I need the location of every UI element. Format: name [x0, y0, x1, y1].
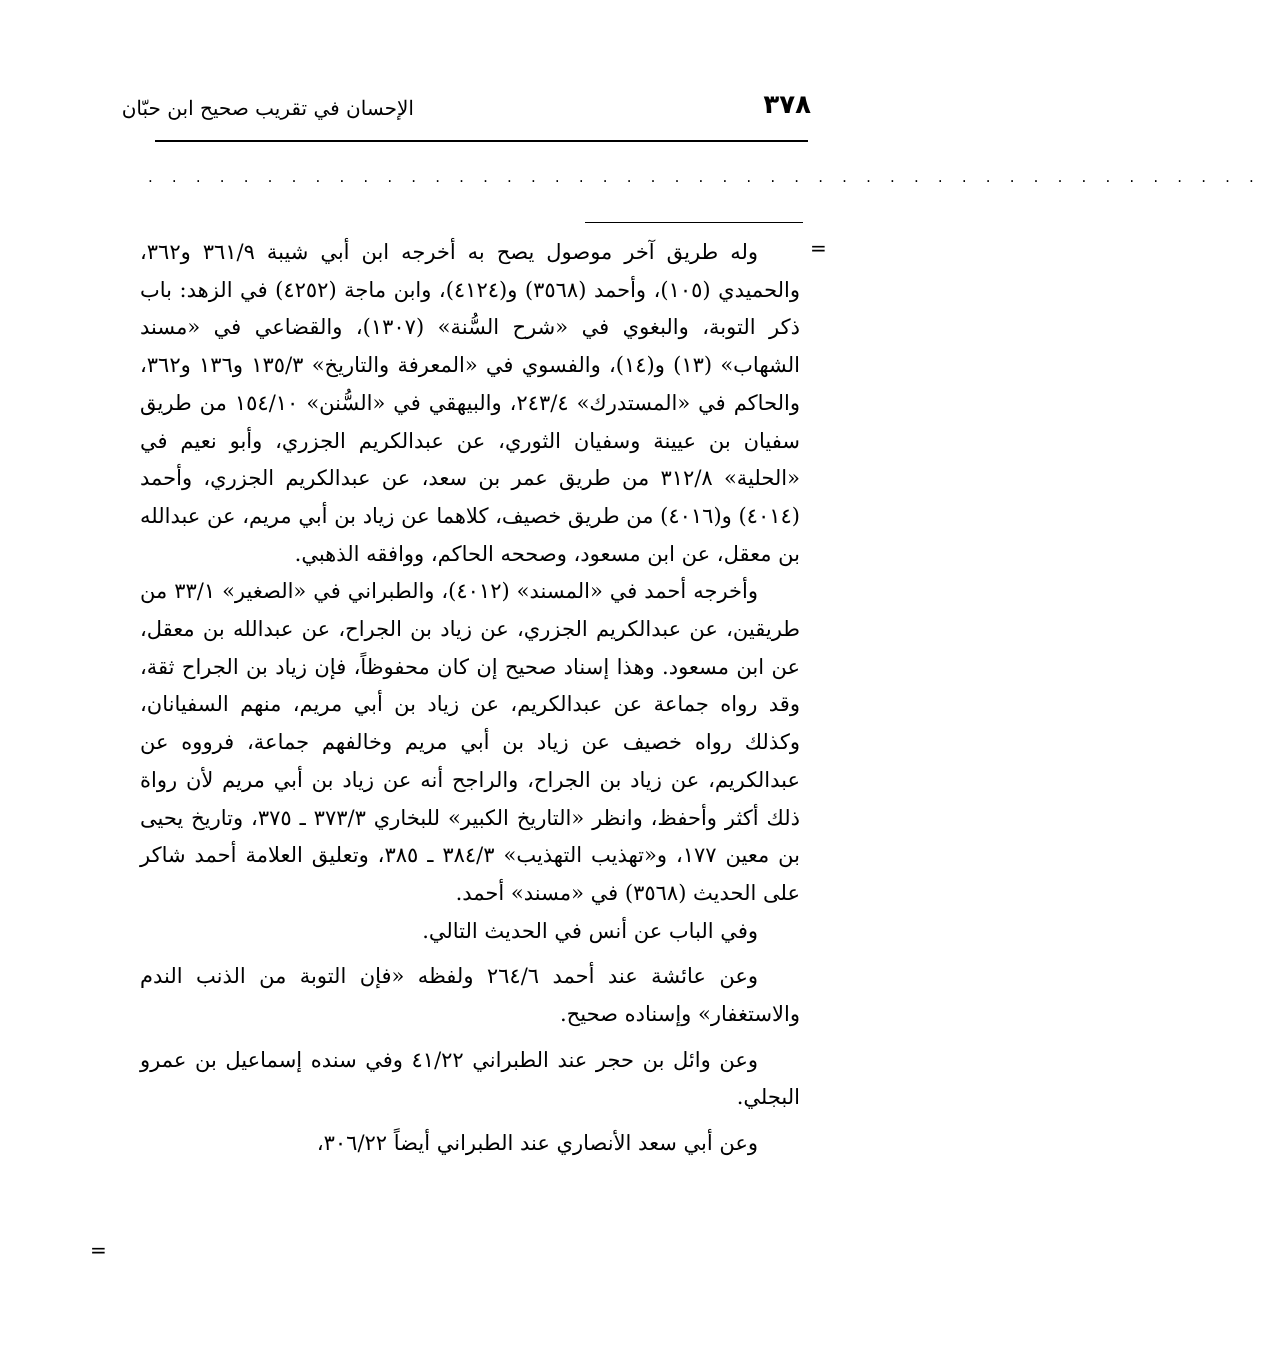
footnote-paragraph: وعن عائشة عند أحمد ٢٦٤/٦ ولفظه «فإن التوبة من الذنب الندم والاستغفار» وإسناده صحيح. — [140, 964, 800, 1027]
page-number: ٣٧٨ — [763, 90, 811, 120]
footnote-rule — [585, 222, 803, 223]
footnote-paragraph: وأخرجه أحمد في «المسند» (٤٠١٢)، والطبراني في «الصغير» ٣٣/١ من طريقين، عن عبدالكريم الجزري، عن زياد بن الجراح، عن عبدالله بن معقل، عن ابن مسعود. وهذا إسناد صحيح إن كان محفوظاً، فإن زياد بن الجراح ثقة، وقد رواه جماعة عن عبدالكريم، عن زياد بن أبي مريم، منهم السفيانان، وكذلك رواه خصيف عن زياد بن أبي مريم وخالفهم جماعة، فرووه عن عبدالكريم، عن زياد بن الجراح، والراجح أنه عن زياد بن أبي مريم لأن رواة ذلك أكثر وأحفظ، وانظر «التاريخ الكبير» للبخاري ٣٧٣/٣ ـ ٣٧٥، وتاريخ يحيى بن معين ١٧٧، و«تهذيب التهذيب» ٣٨٤/٣ ـ ٣٨٥، وتعليق العلامة أحمد شاكر على الحديث (٣٥٦٨) في «مسند» أحمد. — [140, 579, 801, 905]
continuation-mark-top: = — [810, 236, 827, 260]
header-rule — [155, 140, 808, 142]
footnote-paragraph: وفي الباب عن أنس في الحديث التالي. — [422, 918, 758, 943]
footnote-paragraph: وله طريق آخر موصول يصح به أخرجه ابن أبي شيبة ٣٦١/٩ و٣٦٢، والحميدي (١٠٥)، وأحمد (٣٥٦٨) و(٤١٢٤)، وابن ماجة (٤٢٥٢) في الزهد: باب ذكر التوبة، والبغوي في «شرح السُّنة» (١٣٠٧)، والقضاعي في «مسند الشهاب» (١٣) و(١٤)، والفسوي في «المعرفة والتاريخ» ١٣٥/٣ و١٣٦ و٣٦٢، والحاكم في «المستدرك» ٢٤٣/٤، والبيهقي في «السُّنن» ١٥٤/١٠ من طريق سفيان بن عيينة وسفيان الثوري، عن عبدالكريم الجزري، وأبو نعيم في «الحلية» ٣١٢/٨ من طريق عمر بن سعد، عن عبدالكريم الجزري، وأحمد (٤٠١٤) و(٤٠١٦) من طريق خصيف، كلاهما عن زياد بن أبي مريم، عن عبدالله بن معقل، عن ابن مسعود، وصححه الحاكم، ووافقه الذهبي. — [140, 240, 800, 566]
footnote-body — [140, 234, 800, 1163]
footnote-paragraph: وعن أبي سعد الأنصاري عند الطبراني أيضاً ٣٠٦/٢٢، — [316, 1131, 758, 1156]
running-title: الإحسان في تقريب صحيح ابن حبّان — [121, 96, 414, 120]
footnote-paragraph: وعن وائل بن حجر عند الطبراني ٤١/٢٢ وفي سنده إسماعيل بن عمرو البجلي. — [140, 1047, 800, 1110]
dotted-separator: . . . . . . . . . . . . . . . . . . . . . . . . . . . . . . . . . . . . . . . . . . . . . . . — [148, 168, 1261, 186]
continuation-mark-bottom: = — [90, 1238, 107, 1262]
